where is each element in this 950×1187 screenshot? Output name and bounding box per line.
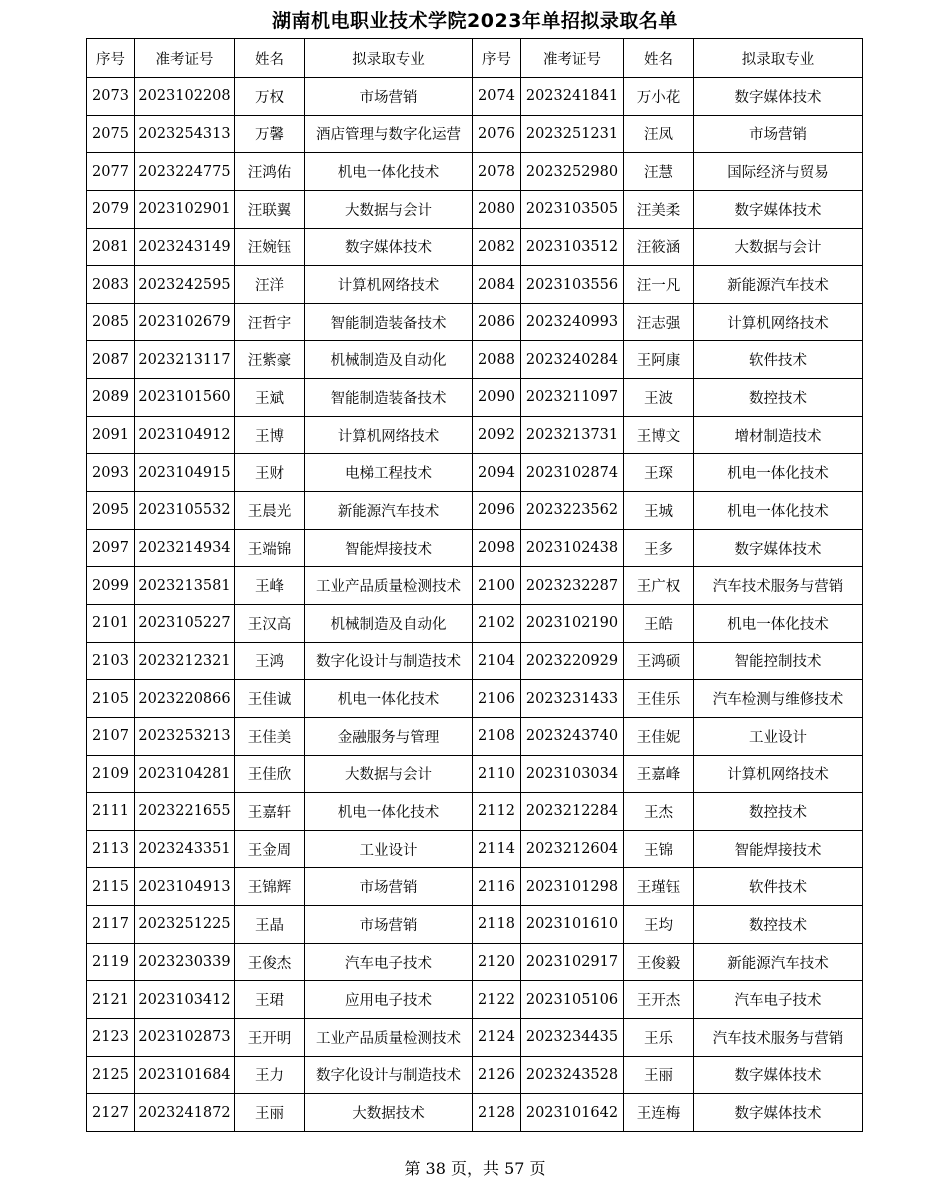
cell-name: 万小花	[624, 78, 694, 116]
col-header-major: 拟录取专业	[305, 39, 473, 78]
cell-major: 数控技术	[694, 379, 863, 417]
cell-seq: 2084	[473, 266, 521, 304]
cell-name: 汪美柔	[624, 190, 694, 228]
cell-seq: 2080	[473, 190, 521, 228]
cell-seq: 2073	[87, 78, 135, 116]
table-row	[87, 642, 863, 680]
cell-name: 王杰	[624, 793, 694, 831]
page-title: 湖南机电职业技术学院2023年单招拟录取名单	[272, 10, 678, 32]
cell-major: 机电一体化技术	[305, 680, 473, 718]
cell-seq: 2121	[87, 981, 135, 1019]
cell-seq: 2095	[87, 492, 135, 530]
cell-exam-id: 2023241841	[521, 78, 624, 116]
cell-exam-id: 2023103505	[521, 190, 624, 228]
col-header-seq: 序号	[473, 39, 521, 78]
table-row	[87, 454, 863, 492]
cell-seq: 2086	[473, 303, 521, 341]
cell-name: 王城	[624, 492, 694, 530]
cell-seq: 2074	[473, 78, 521, 116]
cell-major: 大数据与会计	[305, 755, 473, 793]
cell-exam-id: 2023234435	[521, 1019, 624, 1057]
cell-seq: 2128	[473, 1094, 521, 1132]
col-header-name: 姓名	[624, 39, 694, 78]
cell-name: 汪一凡	[624, 266, 694, 304]
cell-major: 国际经济与贸易	[694, 153, 863, 191]
cell-major: 汽车检测与维修技术	[694, 680, 863, 718]
cell-seq: 2094	[473, 454, 521, 492]
cell-exam-id: 2023102438	[521, 529, 624, 567]
cell-name: 王连梅	[624, 1094, 694, 1132]
table-row	[87, 78, 863, 116]
cell-major: 市场营销	[305, 868, 473, 906]
table-row	[87, 567, 863, 605]
cell-seq: 2093	[87, 454, 135, 492]
cell-name: 王佳妮	[624, 717, 694, 755]
cell-major: 机械制造及自动化	[305, 341, 473, 379]
cell-major: 数字媒体技术	[694, 1056, 863, 1094]
table-row	[87, 943, 863, 981]
cell-name: 王锦辉	[235, 868, 305, 906]
cell-seq: 2101	[87, 604, 135, 642]
cell-exam-id: 2023253213	[135, 717, 235, 755]
cell-exam-id: 2023240284	[521, 341, 624, 379]
cell-seq: 2120	[473, 943, 521, 981]
cell-major: 汽车电子技术	[694, 981, 863, 1019]
table-row	[87, 228, 863, 266]
cell-name: 王琛	[624, 454, 694, 492]
cell-exam-id: 2023243740	[521, 717, 624, 755]
cell-seq: 2104	[473, 642, 521, 680]
cell-major: 应用电子技术	[305, 981, 473, 1019]
cell-major: 智能制造装备技术	[305, 379, 473, 417]
cell-major: 工业设计	[305, 830, 473, 868]
table-row	[87, 830, 863, 868]
cell-seq: 2102	[473, 604, 521, 642]
cell-seq: 2114	[473, 830, 521, 868]
table-body	[87, 78, 863, 1132]
cell-exam-id: 2023104912	[135, 416, 235, 454]
cell-exam-id: 2023241872	[135, 1094, 235, 1132]
cell-name: 汪筱涵	[624, 228, 694, 266]
cell-seq: 2118	[473, 906, 521, 944]
cell-seq: 2092	[473, 416, 521, 454]
table-row	[87, 379, 863, 417]
cell-major: 机电一体化技术	[305, 793, 473, 831]
cell-name: 汪哲宇	[235, 303, 305, 341]
cell-major: 大数据技术	[305, 1094, 473, 1132]
cell-major: 汽车技术服务与营销	[694, 1019, 863, 1057]
cell-major: 机电一体化技术	[694, 492, 863, 530]
cell-exam-id: 2023243351	[135, 830, 235, 868]
table-row	[87, 1019, 863, 1057]
cell-name: 万权	[235, 78, 305, 116]
cell-major: 智能焊接技术	[694, 830, 863, 868]
cell-seq: 2096	[473, 492, 521, 530]
table-row	[87, 1094, 863, 1132]
col-header-major: 拟录取专业	[694, 39, 863, 78]
cell-name: 王博文	[624, 416, 694, 454]
table-row	[87, 529, 863, 567]
cell-name: 王丽	[235, 1094, 305, 1132]
cell-major: 工业设计	[694, 717, 863, 755]
cell-exam-id: 2023211097	[521, 379, 624, 417]
cell-name: 万馨	[235, 115, 305, 153]
cell-exam-id: 2023243528	[521, 1056, 624, 1094]
cell-exam-id: 2023102917	[521, 943, 624, 981]
cell-seq: 2122	[473, 981, 521, 1019]
cell-seq: 2083	[87, 266, 135, 304]
cell-name: 王皓	[624, 604, 694, 642]
cell-exam-id: 2023102874	[521, 454, 624, 492]
cell-major: 市场营销	[694, 115, 863, 153]
cell-name: 王鸿硕	[624, 642, 694, 680]
cell-major: 智能控制技术	[694, 642, 863, 680]
cell-name: 汪慧	[624, 153, 694, 191]
cell-seq: 2082	[473, 228, 521, 266]
cell-name: 王财	[235, 454, 305, 492]
cell-name: 王珺	[235, 981, 305, 1019]
cell-exam-id: 2023220929	[521, 642, 624, 680]
table-row	[87, 981, 863, 1019]
table-row	[87, 680, 863, 718]
cell-major: 计算机网络技术	[694, 755, 863, 793]
cell-exam-id: 2023212284	[521, 793, 624, 831]
cell-seq: 2088	[473, 341, 521, 379]
cell-exam-id: 2023104913	[135, 868, 235, 906]
cell-exam-id: 2023103034	[521, 755, 624, 793]
cell-name: 王峰	[235, 567, 305, 605]
page-footer: 第 38 页，共 57 页	[404, 1159, 546, 1178]
cell-seq: 2106	[473, 680, 521, 718]
table-header-row	[87, 39, 863, 78]
cell-major: 市场营销	[305, 906, 473, 944]
cell-major: 数字化设计与制造技术	[305, 642, 473, 680]
cell-exam-id: 2023242595	[135, 266, 235, 304]
cell-exam-id: 2023101684	[135, 1056, 235, 1094]
table-row	[87, 341, 863, 379]
cell-seq: 2079	[87, 190, 135, 228]
cell-exam-id: 2023252980	[521, 153, 624, 191]
table-row	[87, 793, 863, 831]
cell-seq: 2111	[87, 793, 135, 831]
cell-name: 王晨光	[235, 492, 305, 530]
cell-exam-id: 2023212321	[135, 642, 235, 680]
cell-name: 王晶	[235, 906, 305, 944]
cell-seq: 2123	[87, 1019, 135, 1057]
cell-name: 王开杰	[624, 981, 694, 1019]
cell-seq: 2105	[87, 680, 135, 718]
cell-exam-id: 2023103556	[521, 266, 624, 304]
col-header-seq: 序号	[87, 39, 135, 78]
cell-seq: 2112	[473, 793, 521, 831]
cell-major: 计算机网络技术	[694, 303, 863, 341]
cell-exam-id: 2023223562	[521, 492, 624, 530]
cell-seq: 2125	[87, 1056, 135, 1094]
cell-name: 王均	[624, 906, 694, 944]
cell-seq: 2085	[87, 303, 135, 341]
cell-seq: 2075	[87, 115, 135, 153]
cell-major: 软件技术	[694, 868, 863, 906]
table-row	[87, 416, 863, 454]
table-row	[87, 266, 863, 304]
cell-major: 新能源汽车技术	[305, 492, 473, 530]
table-row	[87, 492, 863, 530]
cell-name: 王俊杰	[235, 943, 305, 981]
cell-seq: 2077	[87, 153, 135, 191]
cell-major: 金融服务与管理	[305, 717, 473, 755]
cell-exam-id: 2023243149	[135, 228, 235, 266]
cell-major: 汽车技术服务与营销	[694, 567, 863, 605]
table-row	[87, 303, 863, 341]
table-row	[87, 115, 863, 153]
table-row	[87, 868, 863, 906]
cell-name: 汪志强	[624, 303, 694, 341]
cell-major: 市场营销	[305, 78, 473, 116]
cell-seq: 2098	[473, 529, 521, 567]
table-row	[87, 755, 863, 793]
col-header-exam-id: 准考证号	[135, 39, 235, 78]
cell-exam-id: 2023224775	[135, 153, 235, 191]
cell-major: 大数据与会计	[305, 190, 473, 228]
cell-exam-id: 2023231433	[521, 680, 624, 718]
cell-exam-id: 2023213581	[135, 567, 235, 605]
cell-exam-id: 2023232287	[521, 567, 624, 605]
cell-major: 大数据与会计	[694, 228, 863, 266]
cell-exam-id: 2023105227	[135, 604, 235, 642]
cell-major: 数控技术	[694, 793, 863, 831]
cell-major: 增材制造技术	[694, 416, 863, 454]
cell-major: 机械制造及自动化	[305, 604, 473, 642]
cell-name: 王乐	[624, 1019, 694, 1057]
cell-major: 工业产品质量检测技术	[305, 567, 473, 605]
cell-seq: 2100	[473, 567, 521, 605]
cell-seq: 2113	[87, 830, 135, 868]
cell-name: 王广权	[624, 567, 694, 605]
cell-exam-id: 2023101610	[521, 906, 624, 944]
cell-name: 王金周	[235, 830, 305, 868]
cell-seq: 2117	[87, 906, 135, 944]
cell-seq: 2087	[87, 341, 135, 379]
cell-major: 数字媒体技术	[305, 228, 473, 266]
cell-name: 汪洋	[235, 266, 305, 304]
cell-major: 新能源汽车技术	[694, 266, 863, 304]
cell-seq: 2119	[87, 943, 135, 981]
cell-major: 数字媒体技术	[694, 78, 863, 116]
cell-name: 王丽	[624, 1056, 694, 1094]
cell-name: 汪联翼	[235, 190, 305, 228]
cell-exam-id: 2023254313	[135, 115, 235, 153]
cell-exam-id: 2023230339	[135, 943, 235, 981]
cell-name: 王佳欣	[235, 755, 305, 793]
cell-seq: 2115	[87, 868, 135, 906]
table-row	[87, 906, 863, 944]
cell-exam-id: 2023213117	[135, 341, 235, 379]
cell-major: 机电一体化技术	[694, 454, 863, 492]
cell-seq: 2124	[473, 1019, 521, 1057]
cell-seq: 2126	[473, 1056, 521, 1094]
cell-major: 数字媒体技术	[694, 529, 863, 567]
cell-major: 新能源汽车技术	[694, 943, 863, 981]
cell-major: 计算机网络技术	[305, 416, 473, 454]
cell-name: 王嘉峰	[624, 755, 694, 793]
cell-exam-id: 2023251231	[521, 115, 624, 153]
cell-seq: 2103	[87, 642, 135, 680]
cell-exam-id: 2023220866	[135, 680, 235, 718]
cell-major: 工业产品质量检测技术	[305, 1019, 473, 1057]
cell-exam-id: 2023104281	[135, 755, 235, 793]
cell-major: 计算机网络技术	[305, 266, 473, 304]
cell-exam-id: 2023102901	[135, 190, 235, 228]
table-row	[87, 153, 863, 191]
cell-exam-id: 2023103512	[521, 228, 624, 266]
cell-exam-id: 2023102873	[135, 1019, 235, 1057]
table-row	[87, 604, 863, 642]
cell-exam-id: 2023213731	[521, 416, 624, 454]
cell-seq: 2089	[87, 379, 135, 417]
admission-table	[86, 38, 863, 1132]
cell-name: 王汉高	[235, 604, 305, 642]
cell-seq: 2081	[87, 228, 135, 266]
col-header-exam-id: 准考证号	[521, 39, 624, 78]
cell-name: 王佳乐	[624, 680, 694, 718]
table-row	[87, 190, 863, 228]
cell-name: 王阿康	[624, 341, 694, 379]
cell-seq: 2108	[473, 717, 521, 755]
cell-major: 数字化设计与制造技术	[305, 1056, 473, 1094]
cell-name: 王多	[624, 529, 694, 567]
cell-exam-id: 2023101642	[521, 1094, 624, 1132]
cell-major: 软件技术	[694, 341, 863, 379]
cell-exam-id: 2023103412	[135, 981, 235, 1019]
cell-exam-id: 2023102190	[521, 604, 624, 642]
cell-major: 智能制造装备技术	[305, 303, 473, 341]
cell-name: 王鸿	[235, 642, 305, 680]
cell-major: 酒店管理与数字化运营	[305, 115, 473, 153]
cell-exam-id: 2023251225	[135, 906, 235, 944]
cell-seq: 2099	[87, 567, 135, 605]
cell-name: 王波	[624, 379, 694, 417]
cell-exam-id: 2023212604	[521, 830, 624, 868]
cell-exam-id: 2023102679	[135, 303, 235, 341]
cell-exam-id: 2023101298	[521, 868, 624, 906]
cell-major: 电梯工程技术	[305, 454, 473, 492]
cell-major: 机电一体化技术	[694, 604, 863, 642]
cell-seq: 2110	[473, 755, 521, 793]
cell-exam-id: 2023240993	[521, 303, 624, 341]
cell-seq: 2127	[87, 1094, 135, 1132]
cell-seq: 2097	[87, 529, 135, 567]
cell-name: 王佳诚	[235, 680, 305, 718]
cell-exam-id: 2023105106	[521, 981, 624, 1019]
col-header-name: 姓名	[235, 39, 305, 78]
cell-name: 汪凤	[624, 115, 694, 153]
cell-exam-id: 2023105532	[135, 492, 235, 530]
cell-exam-id: 2023101560	[135, 379, 235, 417]
cell-major: 智能焊接技术	[305, 529, 473, 567]
cell-name: 汪紫豪	[235, 341, 305, 379]
table-row	[87, 1056, 863, 1094]
cell-seq: 2090	[473, 379, 521, 417]
cell-seq: 2109	[87, 755, 135, 793]
cell-exam-id: 2023104915	[135, 454, 235, 492]
cell-major: 汽车电子技术	[305, 943, 473, 981]
cell-name: 王俊毅	[624, 943, 694, 981]
cell-major: 数字媒体技术	[694, 1094, 863, 1132]
cell-seq: 2078	[473, 153, 521, 191]
cell-name: 汪婉钰	[235, 228, 305, 266]
cell-exam-id: 2023102208	[135, 78, 235, 116]
cell-name: 王斌	[235, 379, 305, 417]
cell-name: 王力	[235, 1056, 305, 1094]
table-row	[87, 717, 863, 755]
cell-exam-id: 2023214934	[135, 529, 235, 567]
cell-seq: 2116	[473, 868, 521, 906]
cell-major: 数控技术	[694, 906, 863, 944]
cell-name: 王瑾钰	[624, 868, 694, 906]
cell-name: 王嘉轩	[235, 793, 305, 831]
cell-major: 数字媒体技术	[694, 190, 863, 228]
cell-seq: 2107	[87, 717, 135, 755]
cell-name: 王端锦	[235, 529, 305, 567]
cell-name: 王锦	[624, 830, 694, 868]
cell-seq: 2091	[87, 416, 135, 454]
cell-name: 王开明	[235, 1019, 305, 1057]
cell-name: 王佳美	[235, 717, 305, 755]
cell-exam-id: 2023221655	[135, 793, 235, 831]
cell-major: 机电一体化技术	[305, 153, 473, 191]
cell-name: 王博	[235, 416, 305, 454]
cell-seq: 2076	[473, 115, 521, 153]
cell-name: 汪鸿佑	[235, 153, 305, 191]
